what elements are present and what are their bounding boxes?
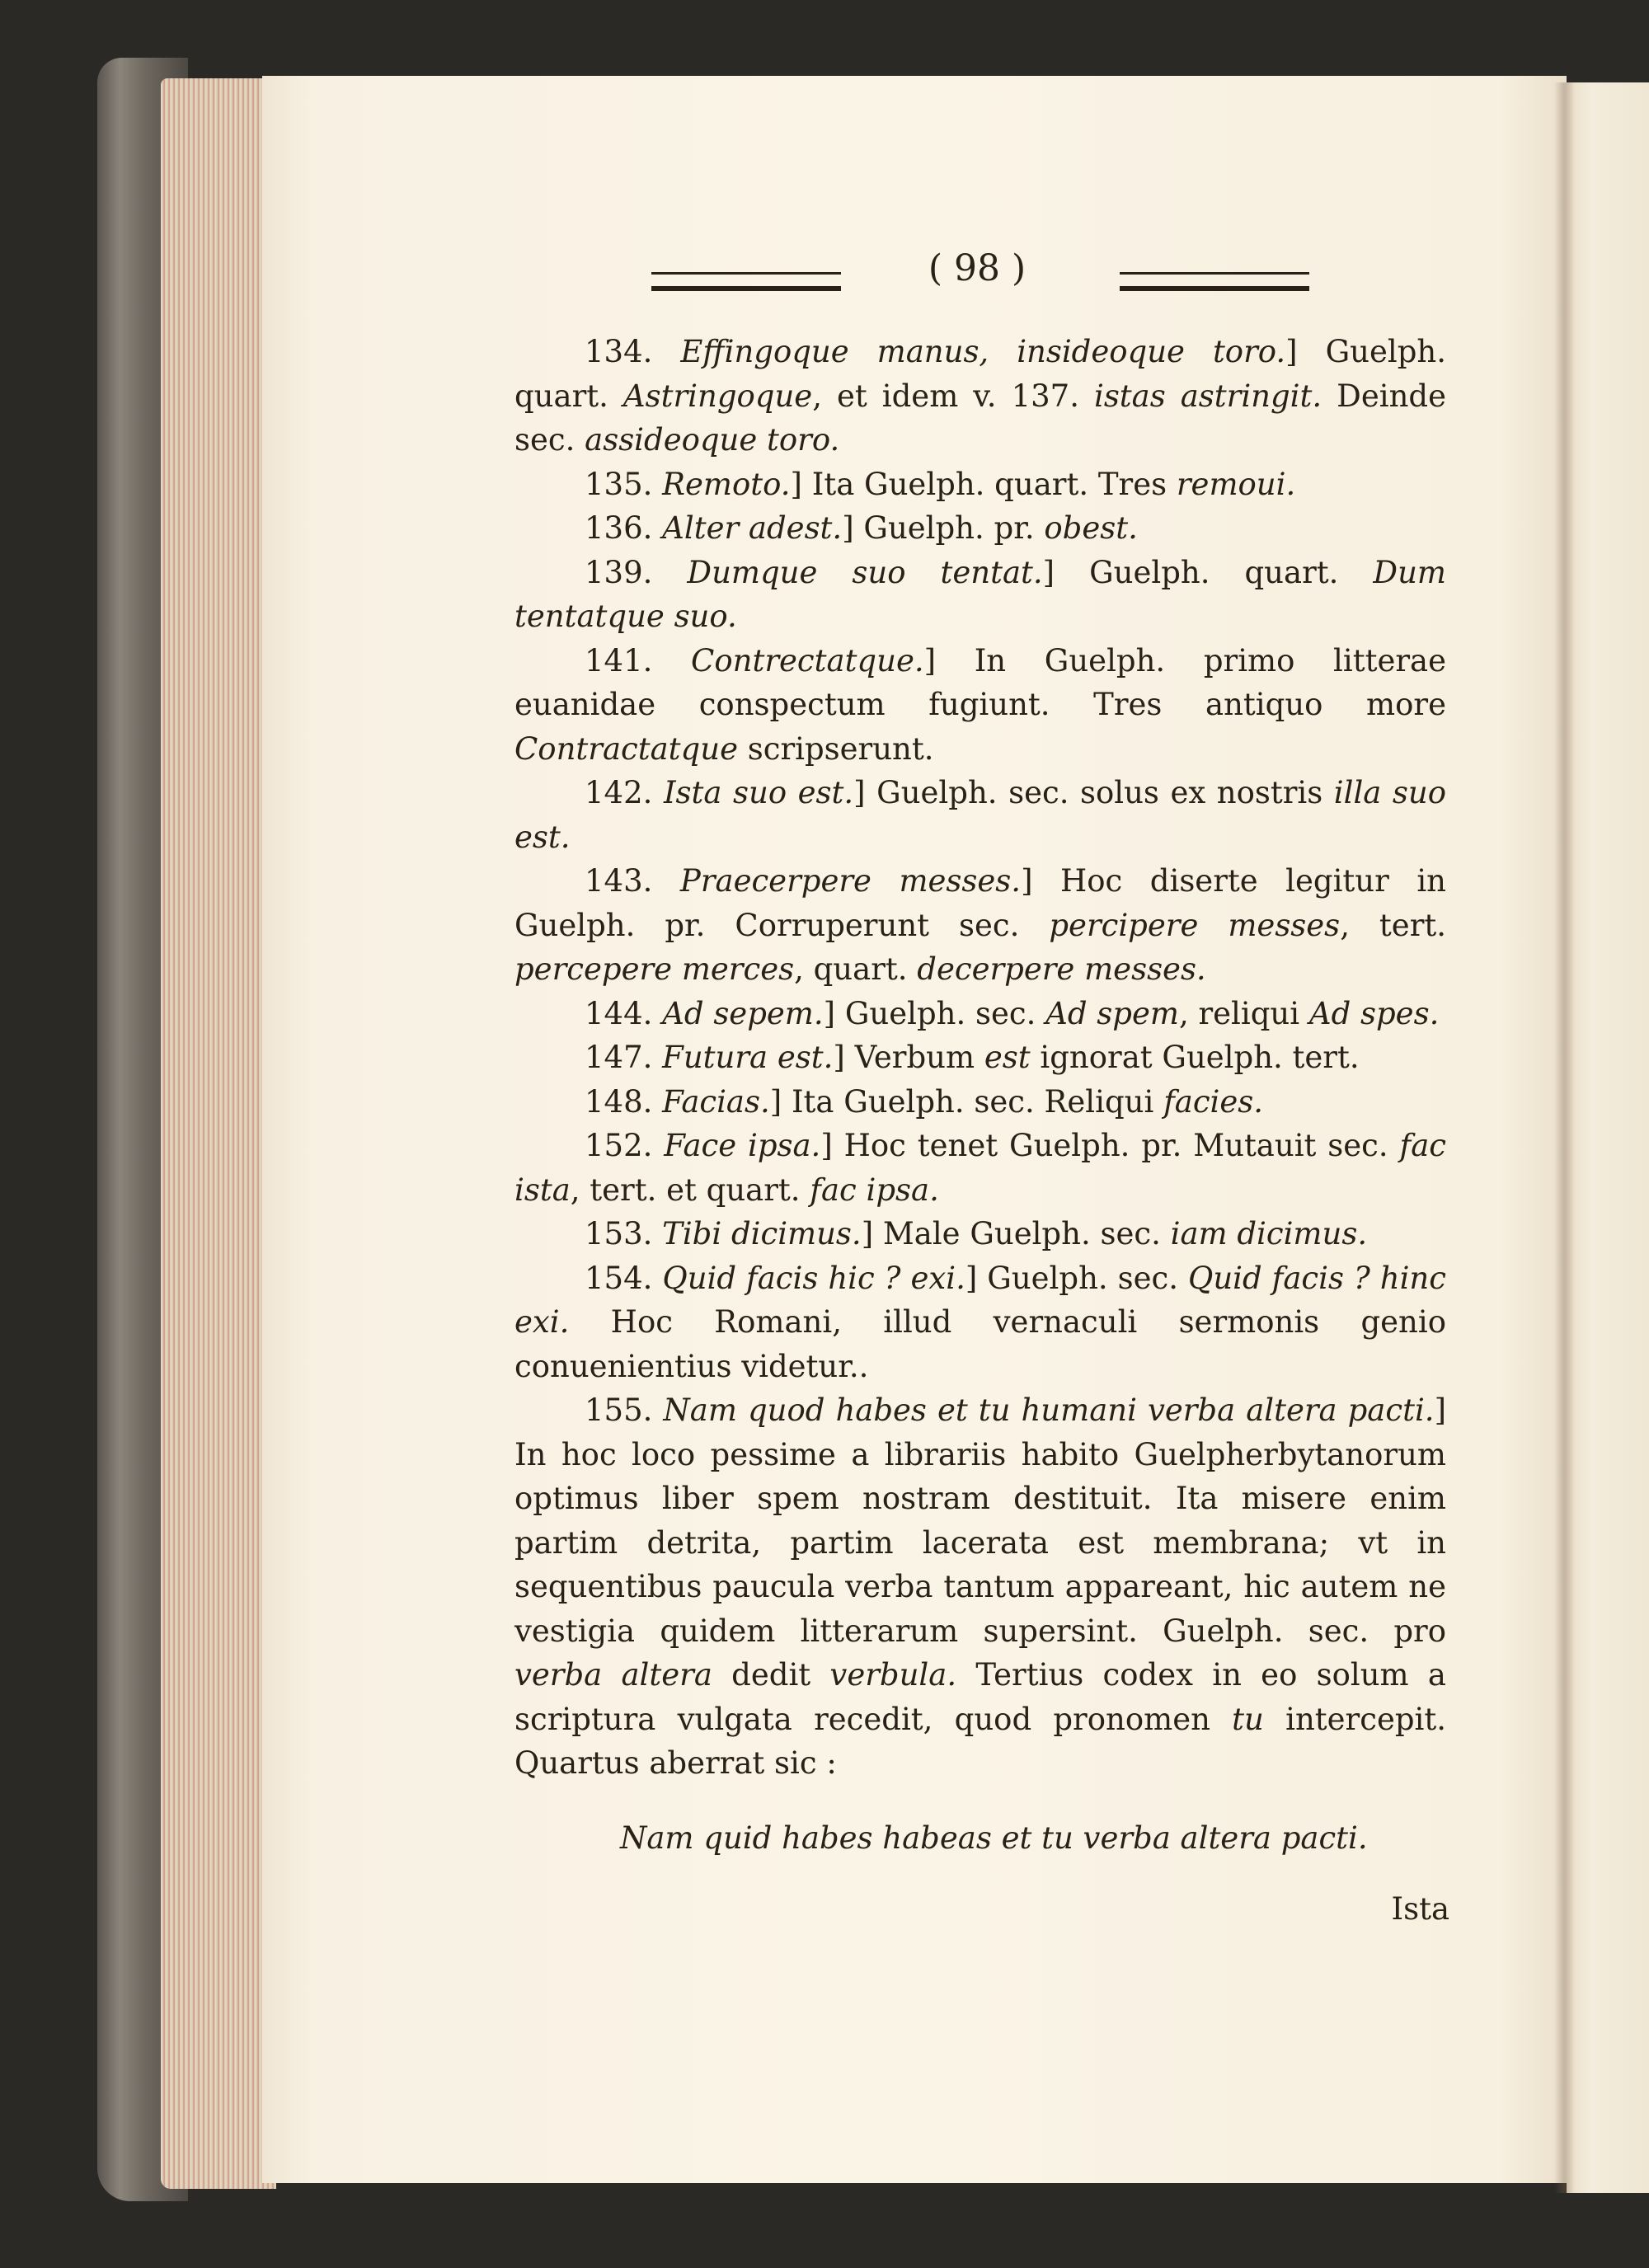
- note-text: ] Verbum: [833, 1040, 984, 1075]
- line-number: 139.: [585, 554, 653, 590]
- lemma: Face ipsa.: [664, 1128, 821, 1163]
- note-entry: [514, 1212, 1446, 1256]
- note-text: ] In hoc loco pessime a librariis habito Guelpherbytanorum optimus liber spem nostram destituit. Ita misere enim partim detrita, partim lacerata est membrana; vt in sequentibus paucula verba tantum appareant, hic autem ne vestigia quidem litterarum supersint. Guelph. sec. pro: [514, 1392, 1446, 1649]
- note-text: Tertius codex in eo solum a scriptura vulgata recedit, quod pronomen: [514, 1657, 1446, 1737]
- page-edges: [161, 78, 276, 2189]
- note-text: ] Hoc diserte legitur in Guelph. pr. Corruperunt sec.: [514, 863, 1447, 943]
- line-number: 153.: [585, 1216, 653, 1251]
- note-text: ] Guelph. sec.: [823, 995, 1046, 1031]
- variant-reading: assideoque toro.: [585, 422, 840, 458]
- note-text: ] In Guelph. primo litterae euanidae conspectum fugiunt. Tres antiquo more: [514, 642, 1446, 722]
- note-text: intercepit. Quartus aberrat sic :: [514, 1701, 1446, 1781]
- variant-reading: percipere messes: [1049, 907, 1341, 943]
- note-text: , tert. et quart.: [570, 1172, 810, 1208]
- variant-reading: Contractatque: [514, 730, 738, 767]
- lemma: Quid facis hic ? exi.: [662, 1260, 965, 1296]
- note-entry: [514, 1080, 1446, 1125]
- variant-reading: Ad spem: [1045, 995, 1179, 1031]
- line-number: 155.: [585, 1392, 653, 1428]
- lemma: Dumque suo tentat.: [687, 554, 1043, 590]
- note-text: , tert.: [1340, 907, 1447, 943]
- note-entry: [514, 330, 1446, 463]
- variant-reading: Astringoque: [622, 378, 813, 414]
- variant-reading: iam dicimus.: [1170, 1216, 1368, 1251]
- note-entry: [514, 639, 1446, 772]
- variant-reading: decerpere messes.: [917, 951, 1206, 987]
- note-text: ] Hoc tenet Guelph. pr. Mutauit sec.: [820, 1128, 1400, 1163]
- line-number: 148.: [585, 1083, 653, 1120]
- note-entry: [514, 1124, 1446, 1212]
- lemma: Remoto.: [662, 466, 791, 502]
- page-number: ( 98 ): [928, 247, 1027, 289]
- note-entry: [514, 1388, 1446, 1786]
- line-number: 136.: [585, 510, 653, 546]
- quoted-verse: Nam quid habes habeas et tu verba altera pacti.: [620, 1820, 1368, 1856]
- line-number: 147.: [585, 1040, 653, 1075]
- header-rule-left: [651, 272, 841, 291]
- variant-reading: illa suo est.: [514, 775, 1446, 855]
- note-text: ] Male Guelph. sec.: [861, 1216, 1171, 1251]
- note-entry: [514, 771, 1446, 859]
- page-body: [514, 330, 1446, 1890]
- note-text: , reliqui: [1178, 995, 1309, 1031]
- note-text: , et idem v. 137.: [812, 378, 1094, 414]
- note-text: dedit: [712, 1657, 830, 1693]
- gutter-shadow: [1554, 82, 1575, 2193]
- lemma: Facias.: [662, 1083, 770, 1120]
- header-rule-right: [1120, 272, 1309, 291]
- note-text: ] Guelph. quart.: [1042, 554, 1374, 590]
- variant-reading: Quid facis ? hinc exi.: [514, 1260, 1446, 1340]
- lemma: Tibi dicimus.: [662, 1216, 862, 1251]
- note-entry: [514, 551, 1446, 639]
- line-number: 134.: [585, 334, 653, 369]
- catchword: Ista: [1391, 1891, 1449, 1927]
- lemma: Ista suo est.: [663, 775, 854, 810]
- variant-reading: tu: [1232, 1701, 1264, 1737]
- variant-reading: est: [984, 1040, 1031, 1075]
- variant-reading: facies.: [1163, 1083, 1264, 1120]
- line-number: 144.: [585, 995, 653, 1031]
- line-number: 154.: [585, 1260, 653, 1296]
- variant-reading: obest.: [1044, 510, 1138, 546]
- line-number: 141.: [585, 642, 653, 679]
- facing-page-edge: [1567, 82, 1649, 2193]
- note-text: Deinde sec.: [514, 378, 1446, 458]
- note-entry: [514, 506, 1446, 551]
- lemma: Alter adest.: [662, 510, 843, 546]
- variant-reading: Ad spes.: [1308, 995, 1440, 1031]
- note-text: , quart.: [794, 951, 918, 987]
- note-text: Hoc Romani, illud vernaculi sermonis genio conuenientius videtur..: [514, 1304, 1446, 1384]
- note-text: ignorat Guelph. tert.: [1030, 1040, 1360, 1075]
- note-text: ] Guelph. pr.: [842, 510, 1045, 546]
- note-text: ] Guelph. sec.: [965, 1260, 1188, 1296]
- note-text: ] Guelph. sec. solus ex nostris: [853, 775, 1334, 810]
- lemma: Effingoque manus, insideoque toro.: [680, 334, 1286, 369]
- line-number: 142.: [585, 775, 653, 810]
- note-text: ] Ita Guelph. sec. Reliqui: [769, 1083, 1164, 1120]
- variant-reading: percepere merces: [514, 951, 795, 987]
- note-text: ] Guelph. quart.: [514, 334, 1446, 414]
- note-entry: [514, 859, 1446, 992]
- line-number: 135.: [585, 466, 653, 502]
- variant-reading: fac ipsa.: [810, 1172, 939, 1208]
- lemma: Contrectatque.: [691, 642, 924, 679]
- line-number: 143.: [585, 863, 653, 899]
- lemma: Futura est.: [662, 1040, 834, 1075]
- lemma: Ad sepem.: [662, 995, 824, 1031]
- line-number: 152.: [585, 1128, 653, 1163]
- variant-reading: remoui.: [1176, 466, 1296, 502]
- variant-reading: fac ista: [514, 1128, 1447, 1208]
- lemma: Nam quod habes et tu humani verba altera pacti.: [663, 1392, 1435, 1428]
- variant-reading: istas astringit.: [1093, 378, 1322, 414]
- variant-reading: verba altera: [514, 1657, 712, 1693]
- note-entry: [514, 992, 1446, 1036]
- note-text: scripserunt.: [737, 730, 934, 767]
- note-entry: [514, 1256, 1446, 1389]
- note-entry: [514, 1035, 1446, 1080]
- note-text: ] Ita Guelph. quart. Tres: [790, 466, 1177, 502]
- variant-reading: Dum tentatque suo.: [514, 554, 1446, 634]
- note-entry: [514, 463, 1446, 507]
- lemma: Praecerpere messes.: [679, 863, 1022, 899]
- variant-reading: verbula.: [829, 1657, 957, 1693]
